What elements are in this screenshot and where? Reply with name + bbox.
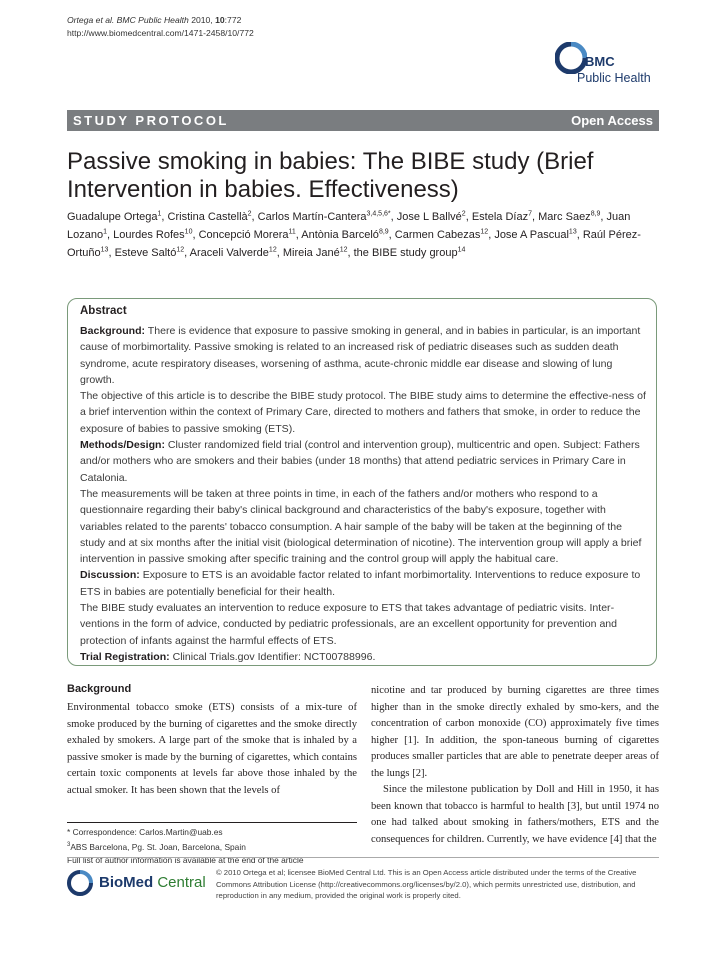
author-name: Mireia Jané — [282, 247, 340, 259]
author-affiliation-sup: 12 — [176, 246, 185, 254]
footnote-divider — [67, 822, 357, 823]
author-affiliation-sup: 1 — [157, 210, 162, 218]
author-affiliation-sup: 2 — [247, 210, 252, 218]
citation-year: 2010, — [188, 15, 216, 25]
col1-paragraph: Environmental tobacco smoke (ETS) consists of a mix-ture of smoke produced by the burning of cigarettes and the smoke directly exhaled by smokers. A large part of the smoke that is inhaled by a passive smoker is made by the burning of cigarettes, which contains certain toxic components at levels far above those inhaled by the actual smoker. It has been shown that the levels of — [67, 702, 357, 796]
logo-journal-text: Public Health — [577, 71, 651, 85]
discussion-text-2: The BIBE study evaluates an intervention to reduce exposure to ETS that takes advantage of pediatric visits. Inter-ventions in the form of advice, conducted by pediatric professionals, are an excellent opportunity for prevention and protection of infants against the harmful effects of ETS. — [80, 602, 618, 647]
author-name: Concepció Morera — [198, 229, 289, 241]
footnotes — [67, 826, 367, 867]
author-name: Esteve Saltó — [114, 247, 177, 259]
trial-label: Trial Registration: — [80, 650, 170, 663]
affiliation-text: ABS Barcelona, Pg. St. Joan, Barcelona, Spain — [70, 841, 246, 852]
abstract-box — [67, 298, 657, 666]
author-affiliation-sup: 13 — [100, 246, 109, 254]
methods-text-2: The measurements will be taken at three points in time, in each of the fathers and/or mothers who respond to a questionnaire regarding their baby's clinical background and characteristics of the baby's exposure, together with variables related to the parents' tobacco consumption. A hair sample of the baby will be taken at the beginning of the study and at six months after the initial visit (biological determination of nicotine). The intervention group will apply a brief intervention in passive smoking after specific training and the control group will apply the habitual care. — [80, 487, 642, 566]
author-affiliation-sup: 12 — [339, 246, 348, 254]
methods-text-1: Cluster randomized field trial (control and intervention group), multicentric and open. Subject: Fathers and/or mothers who are smokers and their babies (under 18 months) that attend pediatric services in Primary Care in Catalonia. — [80, 439, 640, 484]
background-text-1: There is evidence that exposure to passive smoking in general, and in babies in particular, is an important cause of morbimortality. Passive smoking is related to an increased risk of pediatric diseases such as sudden death syndrome, acute respiratory diseases, worsening of asthma, acute-chronic middle ear disease and slowing of lung growth. — [80, 325, 641, 386]
background-text-2: The objective of this article is to describe the BIBE study protocol. The BIBE study aims to determine the effective-ness of a brief intervention within the context of Primary Care, directed to mothers and fathers that smoke, in order to reduce the exposure of babies to passive smoking (ETS). — [80, 390, 646, 435]
author-name: Cristina Castellà — [167, 211, 248, 223]
body-column-right — [371, 683, 659, 848]
affiliation-note — [67, 839, 367, 854]
author-name: the BIBE study group — [353, 247, 458, 259]
background-label: Background: — [80, 325, 146, 337]
license-text: © 2010 Ortega et al; licensee BioMed Central Ltd. This is an Open Access article distributed under the terms of the Creative Commons Attribution License (http://creativecommons.org/licenses/by/2.0), which permits unrestricted use, distribution, and reproduction in any medium, provided the original work is properly cited. — [216, 868, 637, 900]
author-name: Juan Lozano — [67, 211, 631, 241]
author-name: Guadalupe Ortega — [67, 211, 158, 223]
abstract-heading: Abstract — [80, 305, 127, 317]
journal-name: Ortega et al. BMC Public Health — [67, 15, 189, 25]
author-affiliation-sup: 12 — [268, 246, 277, 254]
full-list-note: Full list of author information is available at the end of the article — [67, 854, 304, 865]
publisher-sub: Central — [153, 874, 206, 891]
author-name: Antònia Barceló — [301, 229, 379, 241]
author-affiliation-sup: 13 — [568, 228, 577, 236]
author-name: Raúl Pérez-Ortuño — [67, 229, 641, 259]
author-name: Jose L Ballvé — [396, 211, 462, 223]
correspondence-note: * Correspondence: Carlos.Martin@uab.es — [67, 827, 223, 837]
abstract-background — [80, 323, 646, 388]
citation-volume: 10 — [215, 15, 225, 25]
methods-label: Methods/Design: — [80, 439, 165, 452]
abstract-methods — [80, 437, 646, 486]
article-type-banner — [67, 110, 659, 131]
section-heading-background: Background — [67, 683, 132, 695]
col2-paragraph-1: nicotine and tar produced by burning cigarettes are three times higher than in the smoke directly exhaled by smo-kers, and the concentration of carbon monoxide (CO) approximately five times higher [1]. In addition, the spon-taneous burning of cigarettes produces smaller particles that are able to penetrate deeper areas of the lungs [2]. — [371, 685, 659, 779]
logo-bmc-text: BMC — [585, 54, 615, 69]
affiliation-sup: 3 — [67, 842, 71, 848]
author-affiliation-sup: 10 — [184, 228, 193, 236]
author-affiliation-sup: 12 — [480, 228, 489, 236]
biomed-central-logo-icon — [67, 870, 93, 896]
trial-text: Clinical Trials.gov Identifier: NCT00788996. — [169, 650, 376, 663]
footer-divider — [67, 857, 659, 858]
author-name: Carlos Martín-Cantera — [257, 211, 367, 223]
bmc-public-health-logo — [555, 40, 670, 92]
article-url[interactable]: http://www.biomedcentral.com/1471-2458/10/772 — [67, 27, 254, 38]
author-affiliation-sup: 8,9 — [378, 228, 389, 236]
biomed-central-logo — [67, 866, 207, 900]
author-name: Estela Díaz — [471, 211, 529, 223]
author-affiliation-sup: 3,4,5,6* — [366, 210, 391, 218]
biomed-central-text — [99, 874, 206, 891]
article-title: Passive smoking in babies: The BIBE study (Brief Intervention in babies. Effectiveness) — [67, 148, 594, 203]
author-name: Jose A Pascual — [494, 229, 569, 241]
body-column-left — [67, 700, 357, 799]
author-affiliation-sup: 7 — [528, 210, 532, 218]
discussion-text-1: Exposure to ETS is an avoidable factor related to infant morbimortality. Interventions to reduce exposure to ETS in babies are potentially beneficial for their health. — [80, 569, 641, 598]
author-name: Marc Saez — [538, 211, 591, 223]
citation-header — [67, 14, 254, 39]
citation-line — [67, 14, 254, 27]
article-type-label: STUDY PROTOCOL — [73, 113, 229, 128]
author-affiliation-sup: 11 — [288, 228, 296, 236]
discussion-label: Discussion: — [80, 569, 140, 582]
author-affiliation-sup: 8,9 — [590, 210, 601, 218]
author-name: Lourdes Rofes — [113, 229, 185, 241]
abstract-body — [80, 323, 646, 665]
abstract-trial — [80, 649, 646, 665]
col2-paragraph-2: Since the milestone publication by Doll and Hill in 1950, it has been known that tobacco is harmful to health [3], but until 1974 no one had talked about smoking in fathers/mothers, ETS and the consequences for children. Currently, we have evidence [4] that the — [371, 784, 659, 845]
author-affiliation-sup: 2 — [461, 210, 466, 218]
author-name: Carmen Cabezas — [394, 229, 481, 241]
author-affiliation-sup: 14 — [457, 246, 466, 254]
author-name: Araceli Valverde — [189, 247, 269, 259]
publisher-main: BioMed — [99, 874, 154, 891]
bmc-logo-icon — [555, 42, 587, 74]
author-list: Guadalupe Ortega$^1$, Cristina Castellà$^2$, Carlos Martín-Cantera$^{3,4,5,6*}$, Jose L Ballvé$^2$, Estela Díaz$^7$, Marc Saez$^{8,9}$, Juan Lozano$^1$, Lourdes Rofes$^{10}$, Concepció Morera$^{11}$, Antònia Barceló$^{8,9}$, Carmen Cabezas$^{12}$, Jose A Pascual$^{13}$, Raúl Pérez-Ortuño$^{13}$, Esteve Saltó$^{12}$, Araceli Valverde$^{12}$, Mireia Jané$^{12}$, the BIBE study group$^{14}$ — [67, 210, 641, 259]
citation-pages: :772 — [224, 15, 242, 25]
open-access-label: Open Access — [571, 113, 653, 128]
abstract-discussion — [80, 567, 646, 600]
author-affiliation-sup: 1 — [103, 228, 107, 236]
